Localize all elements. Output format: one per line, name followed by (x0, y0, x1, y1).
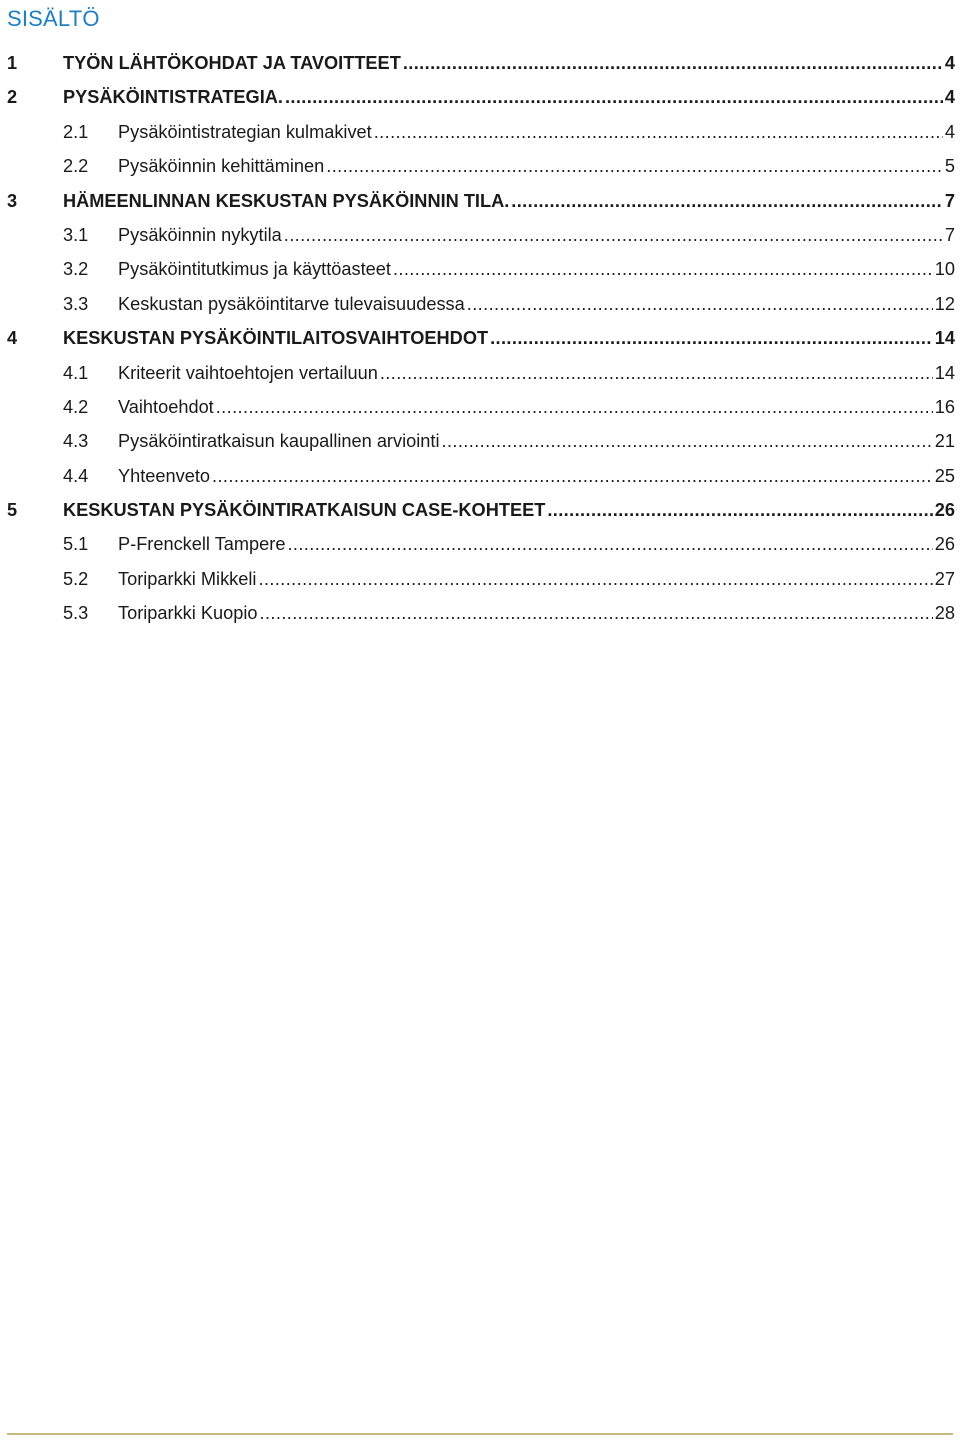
toc-entry-label: Pysäköinnin nykytila (118, 224, 282, 245)
toc-dot-leader (380, 356, 933, 390)
toc-entry-number: 4 (7, 328, 18, 349)
toc-entry-page-number: 7 (944, 224, 955, 245)
toc-entry-page-number: 12 (934, 293, 955, 314)
toc-dot-leader (212, 459, 933, 493)
toc-entry-label: P-Frenckell Tampere (118, 534, 286, 555)
toc-entry-label: Pysäköintitutkimus ja käyttöasteet (118, 259, 391, 280)
toc-entry-page-number: 21 (934, 431, 955, 452)
toc-dot-leader (547, 493, 932, 527)
toc-entry-number: 3.3 (63, 293, 89, 314)
toc-dot-leader (285, 80, 943, 114)
toc-entry-number: 5.1 (63, 534, 89, 555)
toc-entry[interactable] (7, 527, 955, 561)
toc-entry-label: Vaihtoehdot (118, 396, 214, 417)
toc-entry[interactable] (7, 321, 955, 355)
toc-entry-label: TYÖN LÄHTÖKOHDAT JA TAVOITTEET (63, 53, 401, 73)
toc-entry-label: Yhteenveto (118, 465, 211, 486)
toc-entry-page-number: 28 (934, 603, 955, 624)
toc-entry-page-number: 16 (934, 396, 955, 417)
page-title: SISÄLTÖ (7, 6, 100, 31)
toc-entry-number: 2.1 (63, 121, 89, 142)
toc-entry[interactable] (7, 424, 955, 458)
toc-entry-label: PYSÄKÖINTISTRATEGIA. (63, 87, 283, 108)
toc-entry-number: 3.1 (63, 224, 89, 245)
toc-dot-leader (442, 424, 933, 458)
toc-entry[interactable] (7, 46, 955, 80)
toc-entry[interactable] (7, 562, 955, 596)
toc-dot-leader (258, 562, 932, 596)
toc-entry-label: Toriparkki Mikkeli (118, 568, 257, 589)
toc-entry[interactable] (7, 356, 955, 390)
toc-entry-page-number: 5 (944, 156, 955, 177)
toc-entry[interactable] (7, 184, 955, 218)
toc-entry-page-number: 27 (934, 568, 955, 589)
toc-dot-leader (511, 184, 943, 218)
toc-dot-leader (287, 527, 932, 561)
toc-entry-page-number: 4 (944, 53, 955, 73)
toc-entry-label: Kriteerit vaihtoehtojen vertailuun (118, 362, 378, 383)
toc-entry-number: 5.2 (63, 568, 89, 589)
toc-entry-page-number: 14 (934, 328, 955, 349)
toc-entry-label: KESKUSTAN PYSÄKÖINTILAITOSVAIHTOEHDOT (63, 328, 489, 349)
toc-entry[interactable] (7, 115, 955, 149)
footer-rule (7, 1433, 953, 1435)
toc-dot-leader (393, 252, 933, 286)
toc-entry-label: KESKUSTAN PYSÄKÖINTIRATKAISUN CASE-KOHTEET (63, 500, 546, 521)
toc-entry-number: 5 (7, 500, 18, 521)
toc-entry-label: Keskustan pysäköintitarve tulevaisuudessa (118, 293, 465, 314)
toc-entry-label: Pysäköinnin kehittäminen (118, 156, 325, 177)
toc-entry-page-number: 7 (944, 190, 955, 211)
toc-entry-number: 4.2 (63, 396, 89, 417)
toc-entry[interactable] (7, 218, 955, 252)
toc-entry-number: 1 (7, 53, 18, 73)
toc-entry-page-number: 4 (944, 121, 955, 142)
toc-dot-leader (216, 390, 933, 424)
toc-entry-number: 5.3 (63, 603, 89, 624)
toc-dot-leader (403, 46, 943, 80)
toc-entry-page-number: 4 (944, 87, 955, 108)
toc-entry-number: 3.2 (63, 259, 89, 280)
toc-entry[interactable] (7, 493, 955, 527)
toc-entry-page-number: 26 (934, 500, 955, 521)
toc-entry-page-number: 26 (934, 534, 955, 555)
toc-dot-leader (467, 287, 933, 321)
toc-entry[interactable] (7, 459, 955, 493)
toc-dot-leader (260, 596, 933, 630)
toc-entry[interactable] (7, 390, 955, 424)
toc-entry[interactable] (7, 149, 955, 183)
toc-entry-page-number: 14 (934, 362, 955, 383)
toc-entry[interactable] (7, 252, 955, 286)
toc-dot-leader (326, 149, 943, 183)
toc-entry-number: 4.1 (63, 362, 89, 383)
toc-entry-number: 3 (7, 190, 18, 211)
toc-entry-number: 4.3 (63, 431, 89, 452)
toc-dot-leader (284, 218, 943, 252)
table-of-contents (7, 46, 955, 631)
toc-entry-number: 2 (7, 87, 18, 108)
toc-entry-page-number: 10 (934, 259, 955, 280)
toc-entry-number: 2.2 (63, 156, 89, 177)
toc-entry[interactable] (7, 80, 955, 114)
toc-entry-number: 4.4 (63, 465, 89, 486)
toc-entry-label: Pysäköintiratkaisun kaupallinen arviointi (118, 431, 440, 452)
toc-dot-leader (374, 115, 943, 149)
toc-entry-page-number: 25 (934, 465, 955, 486)
toc-entry[interactable] (7, 596, 955, 630)
toc-entry[interactable] (7, 287, 955, 321)
toc-dot-leader (490, 321, 933, 355)
toc-entry-label: HÄMEENLINNAN KESKUSTAN PYSÄKÖINNIN TILA. (63, 190, 510, 211)
toc-entry-label: Toriparkki Kuopio (118, 603, 258, 624)
toc-entry-label: Pysäköintistrategian kulmakivet (118, 121, 372, 142)
